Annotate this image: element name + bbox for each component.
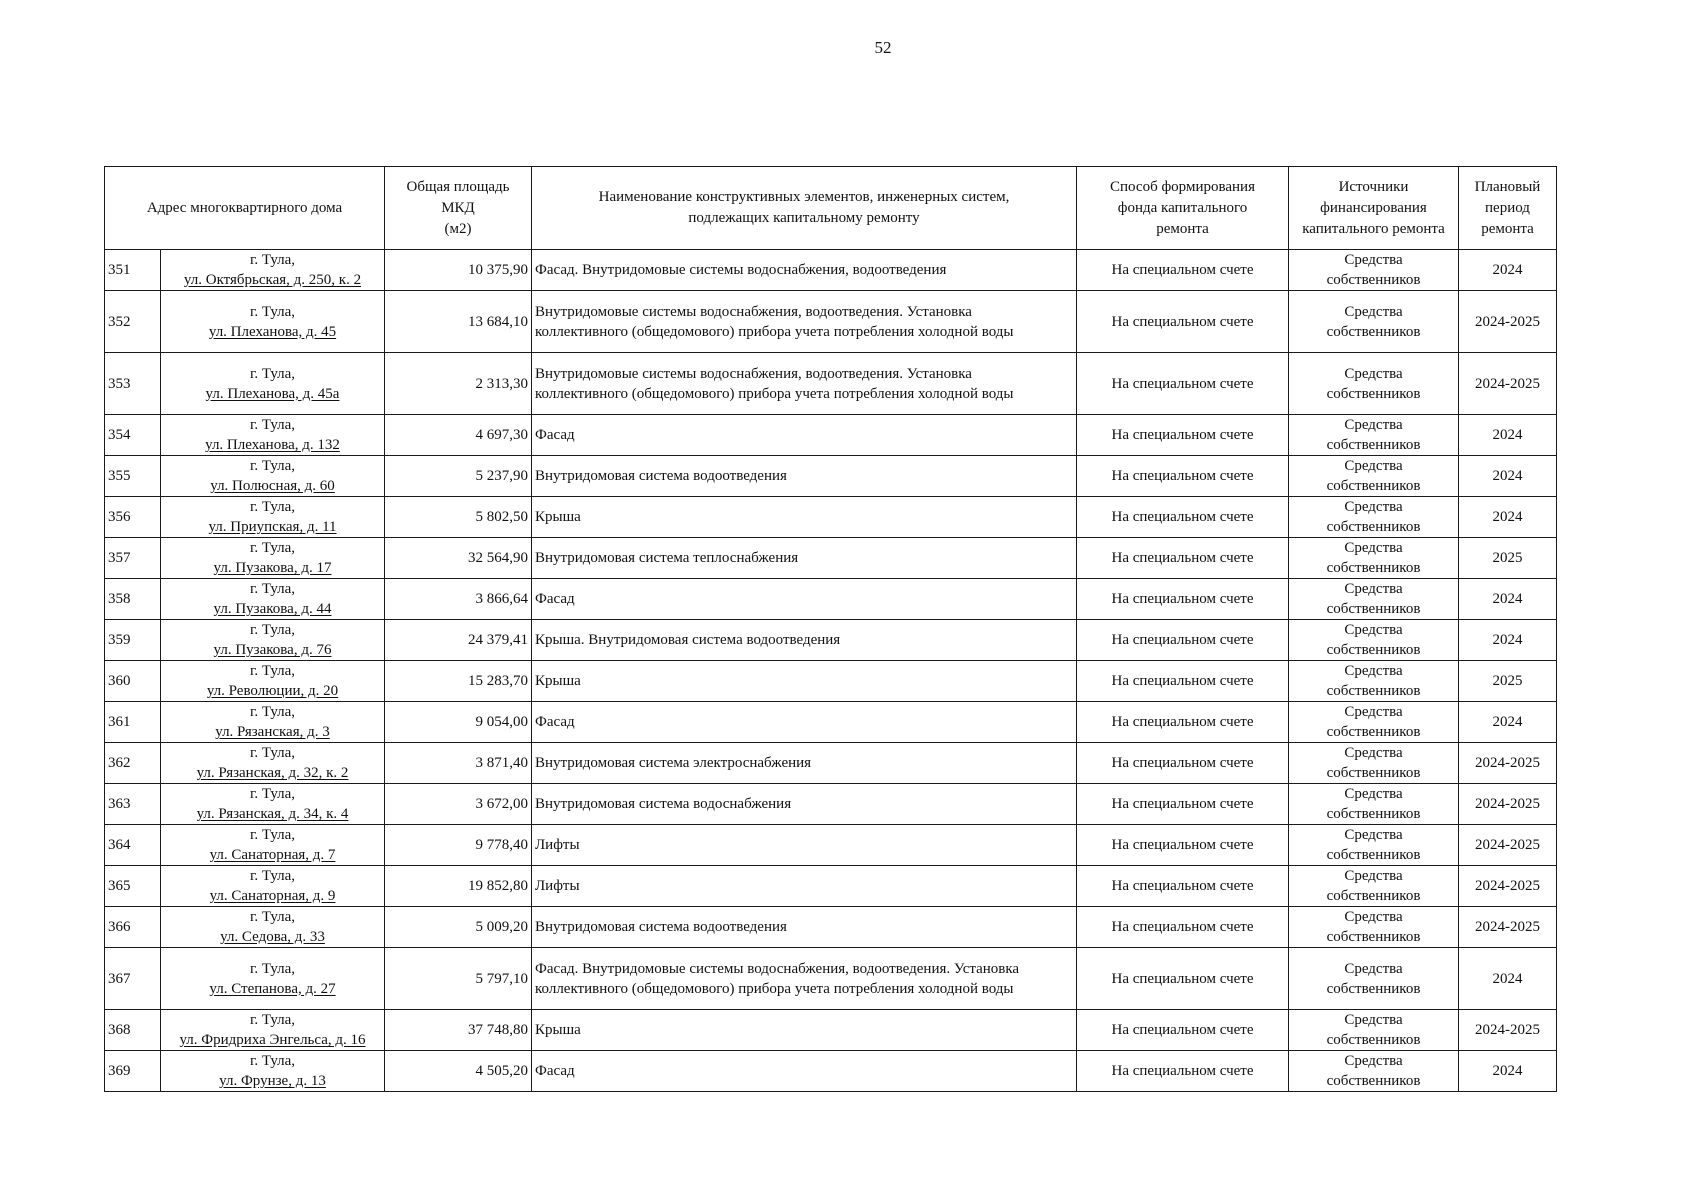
page-number: 52 (874, 38, 892, 57)
row-funding-source (1289, 784, 1459, 825)
row-number: 360 (105, 661, 161, 702)
works-line1: Внутридомовая система водоотведения (535, 468, 787, 484)
row-works (532, 702, 1077, 743)
header-area-line1: Общая площадь (406, 178, 510, 195)
source-line2: собственников (1326, 1032, 1421, 1048)
row-works (532, 353, 1077, 415)
row-address (161, 415, 385, 456)
works-line1: Фасад (535, 591, 575, 607)
address-city: г. Тула, (249, 303, 296, 320)
header-works-line2: подлежащих капитальному ремонту (688, 210, 920, 226)
row-works (532, 620, 1077, 661)
row-area: 5 797,10 (385, 948, 532, 1010)
table-row (105, 620, 1557, 661)
row-funding-source (1289, 661, 1459, 702)
table-row (105, 291, 1557, 353)
row-fund-mode: На специальном счете (1077, 579, 1289, 620)
row-area: 37 748,80 (385, 1010, 532, 1051)
header-funding-source (1289, 167, 1459, 250)
table-row (105, 1010, 1557, 1051)
row-planned-period: 2024-2025 (1459, 825, 1557, 866)
row-funding-source (1289, 1051, 1459, 1092)
source-line2: собственников (1326, 980, 1421, 997)
table-row (105, 538, 1557, 579)
row-planned-period: 2024 (1459, 415, 1557, 456)
row-number: 358 (105, 579, 161, 620)
row-works (532, 579, 1077, 620)
row-area: 5 009,20 (385, 907, 532, 948)
works-line1: Фасад. Внутридомовые системы водоснабжения, водоотведения. Установка (535, 960, 1020, 977)
works-line1: Лифты (535, 837, 580, 853)
source-line2: собственников (1326, 888, 1421, 904)
address-city: г. Тула, (249, 540, 296, 556)
row-address (161, 1010, 385, 1051)
row-funding-source (1289, 907, 1459, 948)
header-area-line3: (м2) (444, 220, 472, 237)
row-works (532, 456, 1077, 497)
row-funding-source (1289, 743, 1459, 784)
works-line1: Крыша (535, 1022, 581, 1038)
source-line1: Средства (1344, 663, 1403, 679)
address-street: ул. Санаторная, д. 7 (209, 847, 336, 863)
row-address (161, 250, 385, 291)
row-address (161, 907, 385, 948)
table-row (105, 907, 1557, 948)
address-city: г. Тула, (249, 417, 296, 433)
works-line1: Фасад. Внутридомовые системы водоснабжения, водоотведения (535, 262, 947, 278)
header-mode-line2: фонда капитального (1117, 199, 1248, 216)
source-line1: Средства (1344, 458, 1403, 474)
source-line2: собственников (1326, 560, 1421, 576)
address-city: г. Тула, (249, 365, 296, 382)
row-number: 357 (105, 538, 161, 579)
works-line1: Внутридомовая система водоснабжения (535, 796, 792, 812)
address-street: ул. Фрунзе, д. 13 (219, 1073, 326, 1089)
works-line1: Крыша (535, 509, 581, 525)
row-funding-source (1289, 538, 1459, 579)
row-funding-source (1289, 825, 1459, 866)
row-number: 355 (105, 456, 161, 497)
row-number: 352 (105, 291, 161, 353)
row-planned-period: 2024 (1459, 620, 1557, 661)
address-city: г. Тула, (249, 868, 296, 884)
header-mode-line1: Способ формирования (1110, 178, 1255, 195)
source-line1: Средства (1344, 786, 1403, 802)
row-planned-period: 2024-2025 (1459, 353, 1557, 415)
header-mode-line3: ремонта (1156, 220, 1209, 237)
source-line2: собственников (1326, 437, 1421, 453)
row-number: 366 (105, 907, 161, 948)
row-fund-mode: На специальном счете (1077, 1051, 1289, 1092)
row-address (161, 456, 385, 497)
address-street: ул. Рязанская, д. 32, к. 2 (196, 765, 349, 781)
address-street: ул. Пузакова, д. 44 (213, 601, 332, 617)
source-line1: Средства (1344, 704, 1403, 720)
row-fund-mode: На специальном счете (1077, 784, 1289, 825)
table-body (105, 250, 1557, 1092)
row-works (532, 948, 1077, 1010)
row-works (532, 538, 1077, 579)
row-planned-period: 2024 (1459, 702, 1557, 743)
works-line1: Фасад (535, 1063, 575, 1079)
row-works (532, 661, 1077, 702)
address-street: ул. Рязанская, д. 34, к. 4 (196, 806, 349, 822)
address-city: г. Тула, (249, 458, 296, 474)
row-fund-mode: На специальном счете (1077, 661, 1289, 702)
source-line1: Средства (1344, 1012, 1403, 1028)
row-fund-mode: На специальном счете (1077, 415, 1289, 456)
row-area: 10 375,90 (385, 250, 532, 291)
row-planned-period: 2024 (1459, 948, 1557, 1010)
source-line1: Средства (1344, 252, 1403, 268)
row-address (161, 353, 385, 415)
row-area: 3 866,64 (385, 579, 532, 620)
address-city: г. Тула, (249, 704, 296, 720)
row-works (532, 415, 1077, 456)
source-line2: собственников (1326, 323, 1421, 340)
row-planned-period: 2025 (1459, 538, 1557, 579)
source-line1: Средства (1344, 303, 1403, 320)
row-number: 363 (105, 784, 161, 825)
row-planned-period: 2024 (1459, 456, 1557, 497)
table-row (105, 866, 1557, 907)
source-line1: Средства (1344, 581, 1403, 597)
row-fund-mode: На специальном счете (1077, 353, 1289, 415)
address-city: г. Тула, (249, 581, 296, 597)
row-planned-period: 2024 (1459, 250, 1557, 291)
row-address (161, 784, 385, 825)
works-line2: коллективного (общедомового) прибора учета потребления холодной воды (535, 385, 1014, 402)
works-line1: Фасад (535, 714, 575, 730)
row-area: 9 054,00 (385, 702, 532, 743)
row-funding-source (1289, 702, 1459, 743)
source-line2: собственников (1326, 847, 1421, 863)
row-area: 4 505,20 (385, 1051, 532, 1092)
source-line1: Средства (1344, 622, 1403, 638)
source-line1: Средства (1344, 499, 1403, 515)
address-city: г. Тула, (249, 663, 296, 679)
row-fund-mode: На специальном счете (1077, 250, 1289, 291)
row-planned-period: 2024 (1459, 579, 1557, 620)
row-planned-period: 2024-2025 (1459, 907, 1557, 948)
source-line1: Средства (1344, 960, 1403, 977)
row-funding-source (1289, 620, 1459, 661)
table-row (105, 250, 1557, 291)
row-works (532, 866, 1077, 907)
row-area: 19 852,80 (385, 866, 532, 907)
row-works (532, 497, 1077, 538)
address-city: г. Тула, (249, 252, 296, 268)
address-street: ул. Санаторная, д. 9 (209, 888, 336, 904)
row-funding-source (1289, 948, 1459, 1010)
row-area: 5 802,50 (385, 497, 532, 538)
source-line2: собственников (1326, 765, 1421, 781)
header-address: Адрес многоквартирного дома (105, 167, 385, 250)
table-row (105, 702, 1557, 743)
table-row (105, 825, 1557, 866)
source-line2: собственников (1326, 519, 1421, 535)
row-fund-mode: На специальном счете (1077, 497, 1289, 538)
address-street: ул. Седова, д. 33 (220, 929, 325, 945)
row-fund-mode: На специальном счете (1077, 743, 1289, 784)
row-number: 359 (105, 620, 161, 661)
repair-plan-table (104, 166, 1557, 1092)
row-planned-period: 2025 (1459, 661, 1557, 702)
header-period-line1: Плановый (1474, 178, 1541, 195)
table-row (105, 784, 1557, 825)
row-fund-mode: На специальном счете (1077, 825, 1289, 866)
table-row (105, 497, 1557, 538)
row-address (161, 948, 385, 1010)
row-area: 3 672,00 (385, 784, 532, 825)
row-number: 362 (105, 743, 161, 784)
table-row (105, 1051, 1557, 1092)
row-funding-source (1289, 497, 1459, 538)
header-period-line2: период (1485, 199, 1530, 216)
row-area: 3 871,40 (385, 743, 532, 784)
row-planned-period: 2024-2025 (1459, 291, 1557, 353)
works-line1: Крыша. Внутридомовая система водоотведения (535, 632, 841, 648)
row-funding-source (1289, 353, 1459, 415)
address-street: ул. Рязанская, д. 3 (215, 724, 330, 740)
source-line1: Средства (1344, 868, 1403, 884)
row-planned-period: 2024-2025 (1459, 784, 1557, 825)
row-number: 354 (105, 415, 161, 456)
row-address (161, 620, 385, 661)
source-line1: Средства (1344, 827, 1403, 843)
row-planned-period: 2024-2025 (1459, 866, 1557, 907)
works-line1: Фасад (535, 427, 575, 443)
address-city: г. Тула, (249, 786, 296, 802)
row-works (532, 1010, 1077, 1051)
row-address (161, 866, 385, 907)
source-line2: собственников (1326, 929, 1421, 945)
row-fund-mode: На специальном счете (1077, 620, 1289, 661)
header-source-line2: финансирования (1320, 199, 1427, 216)
row-fund-mode: На специальном счете (1077, 538, 1289, 579)
address-city: г. Тула, (249, 745, 296, 761)
row-address (161, 702, 385, 743)
row-address (161, 661, 385, 702)
row-planned-period: 2024-2025 (1459, 1010, 1557, 1051)
address-street: ул. Полюсная, д. 60 (210, 478, 335, 494)
address-street: ул. Фридриха Энгельса, д. 16 (179, 1032, 366, 1048)
table-row (105, 579, 1557, 620)
address-street: ул. Степанова, д. 27 (209, 980, 336, 997)
source-line2: собственников (1326, 724, 1421, 740)
source-line1: Средства (1344, 1053, 1403, 1069)
row-fund-mode: На специальном счете (1077, 948, 1289, 1010)
row-funding-source (1289, 1010, 1459, 1051)
table-row (105, 743, 1557, 784)
row-number: 361 (105, 702, 161, 743)
row-funding-source (1289, 415, 1459, 456)
address-city: г. Тула, (249, 960, 296, 977)
row-address (161, 743, 385, 784)
row-works (532, 250, 1077, 291)
row-address (161, 1051, 385, 1092)
row-area: 24 379,41 (385, 620, 532, 661)
table-row (105, 948, 1557, 1010)
row-number: 367 (105, 948, 161, 1010)
row-address (161, 497, 385, 538)
row-fund-mode: На специальном счете (1077, 866, 1289, 907)
address-city: г. Тула, (249, 909, 296, 925)
source-line2: собственников (1326, 601, 1421, 617)
header-area-line2: МКД (441, 199, 475, 216)
row-area: 5 237,90 (385, 456, 532, 497)
address-street: ул. Приупская, д. 11 (208, 519, 337, 535)
row-area: 9 778,40 (385, 825, 532, 866)
source-line2: собственников (1326, 642, 1421, 658)
address-street: ул. Плеханова, д. 45а (205, 385, 340, 402)
address-city: г. Тула, (249, 499, 296, 515)
table-row (105, 353, 1557, 415)
source-line2: собственников (1326, 272, 1421, 288)
row-works (532, 907, 1077, 948)
header-fund-mode (1077, 167, 1289, 250)
address-street: ул. Плеханова, д. 132 (205, 437, 340, 453)
row-number: 369 (105, 1051, 161, 1092)
row-funding-source (1289, 866, 1459, 907)
row-area: 2 313,30 (385, 353, 532, 415)
row-area: 4 697,30 (385, 415, 532, 456)
address-street: ул. Пузакова, д. 17 (213, 560, 332, 576)
works-line1: Внутридомовые системы водоснабжения, водоотведения. Установка (535, 303, 972, 320)
row-works (532, 291, 1077, 353)
row-area: 15 283,70 (385, 661, 532, 702)
header-works-line1: Наименование конструктивных элементов, инженерных систем, (598, 189, 1010, 205)
source-line1: Средства (1344, 365, 1403, 382)
table-header (105, 167, 1557, 250)
address-street: ул. Революции, д. 20 (206, 683, 339, 699)
source-line1: Средства (1344, 909, 1403, 925)
row-fund-mode: На специальном счете (1077, 702, 1289, 743)
row-number: 351 (105, 250, 161, 291)
header-source-line1: Источники (1338, 178, 1409, 195)
row-number: 356 (105, 497, 161, 538)
row-address (161, 825, 385, 866)
address-city: г. Тула, (249, 1053, 296, 1069)
header-source-line3: капитального ремонта (1302, 220, 1445, 237)
header-planned-period (1459, 167, 1557, 250)
row-funding-source (1289, 250, 1459, 291)
row-planned-period: 2024 (1459, 497, 1557, 538)
works-line2: коллективного (общедомового) прибора учета потребления холодной воды (535, 980, 1014, 997)
row-works (532, 784, 1077, 825)
row-works (532, 743, 1077, 784)
address-city: г. Тула, (249, 827, 296, 843)
source-line1: Средства (1344, 745, 1403, 761)
table-row (105, 456, 1557, 497)
row-works (532, 825, 1077, 866)
row-funding-source (1289, 291, 1459, 353)
source-line1: Средства (1344, 540, 1403, 556)
works-line1: Внутридомовая система теплоснабжения (535, 550, 799, 566)
row-number: 368 (105, 1010, 161, 1051)
source-line2: собственников (1326, 478, 1421, 494)
row-number: 364 (105, 825, 161, 866)
row-funding-source (1289, 579, 1459, 620)
source-line2: собственников (1326, 806, 1421, 822)
row-works (532, 1051, 1077, 1092)
works-line1: Крыша (535, 673, 581, 689)
address-street: ул. Пузакова, д. 76 (213, 642, 332, 658)
row-planned-period: 2024 (1459, 1051, 1557, 1092)
header-area (385, 167, 532, 250)
row-address (161, 291, 385, 353)
row-address (161, 579, 385, 620)
row-number: 353 (105, 353, 161, 415)
works-line1: Лифты (535, 878, 580, 894)
source-line2: собственников (1326, 683, 1421, 699)
row-funding-source (1289, 456, 1459, 497)
works-line2: коллективного (общедомового) прибора учета потребления холодной воды (535, 323, 1014, 340)
row-planned-period: 2024-2025 (1459, 743, 1557, 784)
works-line1: Внутридомовая система водоотведения (535, 919, 787, 935)
address-city: г. Тула, (249, 1012, 296, 1028)
source-line1: Средства (1344, 417, 1403, 433)
row-area: 32 564,90 (385, 538, 532, 579)
row-fund-mode: На специальном счете (1077, 907, 1289, 948)
source-line2: собственников (1326, 1073, 1421, 1089)
source-line2: собственников (1326, 385, 1421, 402)
row-fund-mode: На специальном счете (1077, 1010, 1289, 1051)
address-street: ул. Плеханова, д. 45 (208, 323, 337, 340)
row-area: 13 684,10 (385, 291, 532, 353)
table-row (105, 661, 1557, 702)
address-street: ул. Октябрьская, д. 250, к. 2 (183, 272, 362, 288)
header-works (532, 167, 1077, 250)
address-city: г. Тула, (249, 622, 296, 638)
row-address (161, 538, 385, 579)
works-line1: Внутридомовые системы водоснабжения, водоотведения. Установка (535, 365, 972, 382)
works-line1: Внутридомовая система электроснабжения (535, 755, 812, 771)
row-fund-mode: На специальном счете (1077, 456, 1289, 497)
table-row (105, 415, 1557, 456)
header-period-line3: ремонта (1481, 220, 1534, 237)
row-fund-mode: На специальном счете (1077, 291, 1289, 353)
row-number: 365 (105, 866, 161, 907)
